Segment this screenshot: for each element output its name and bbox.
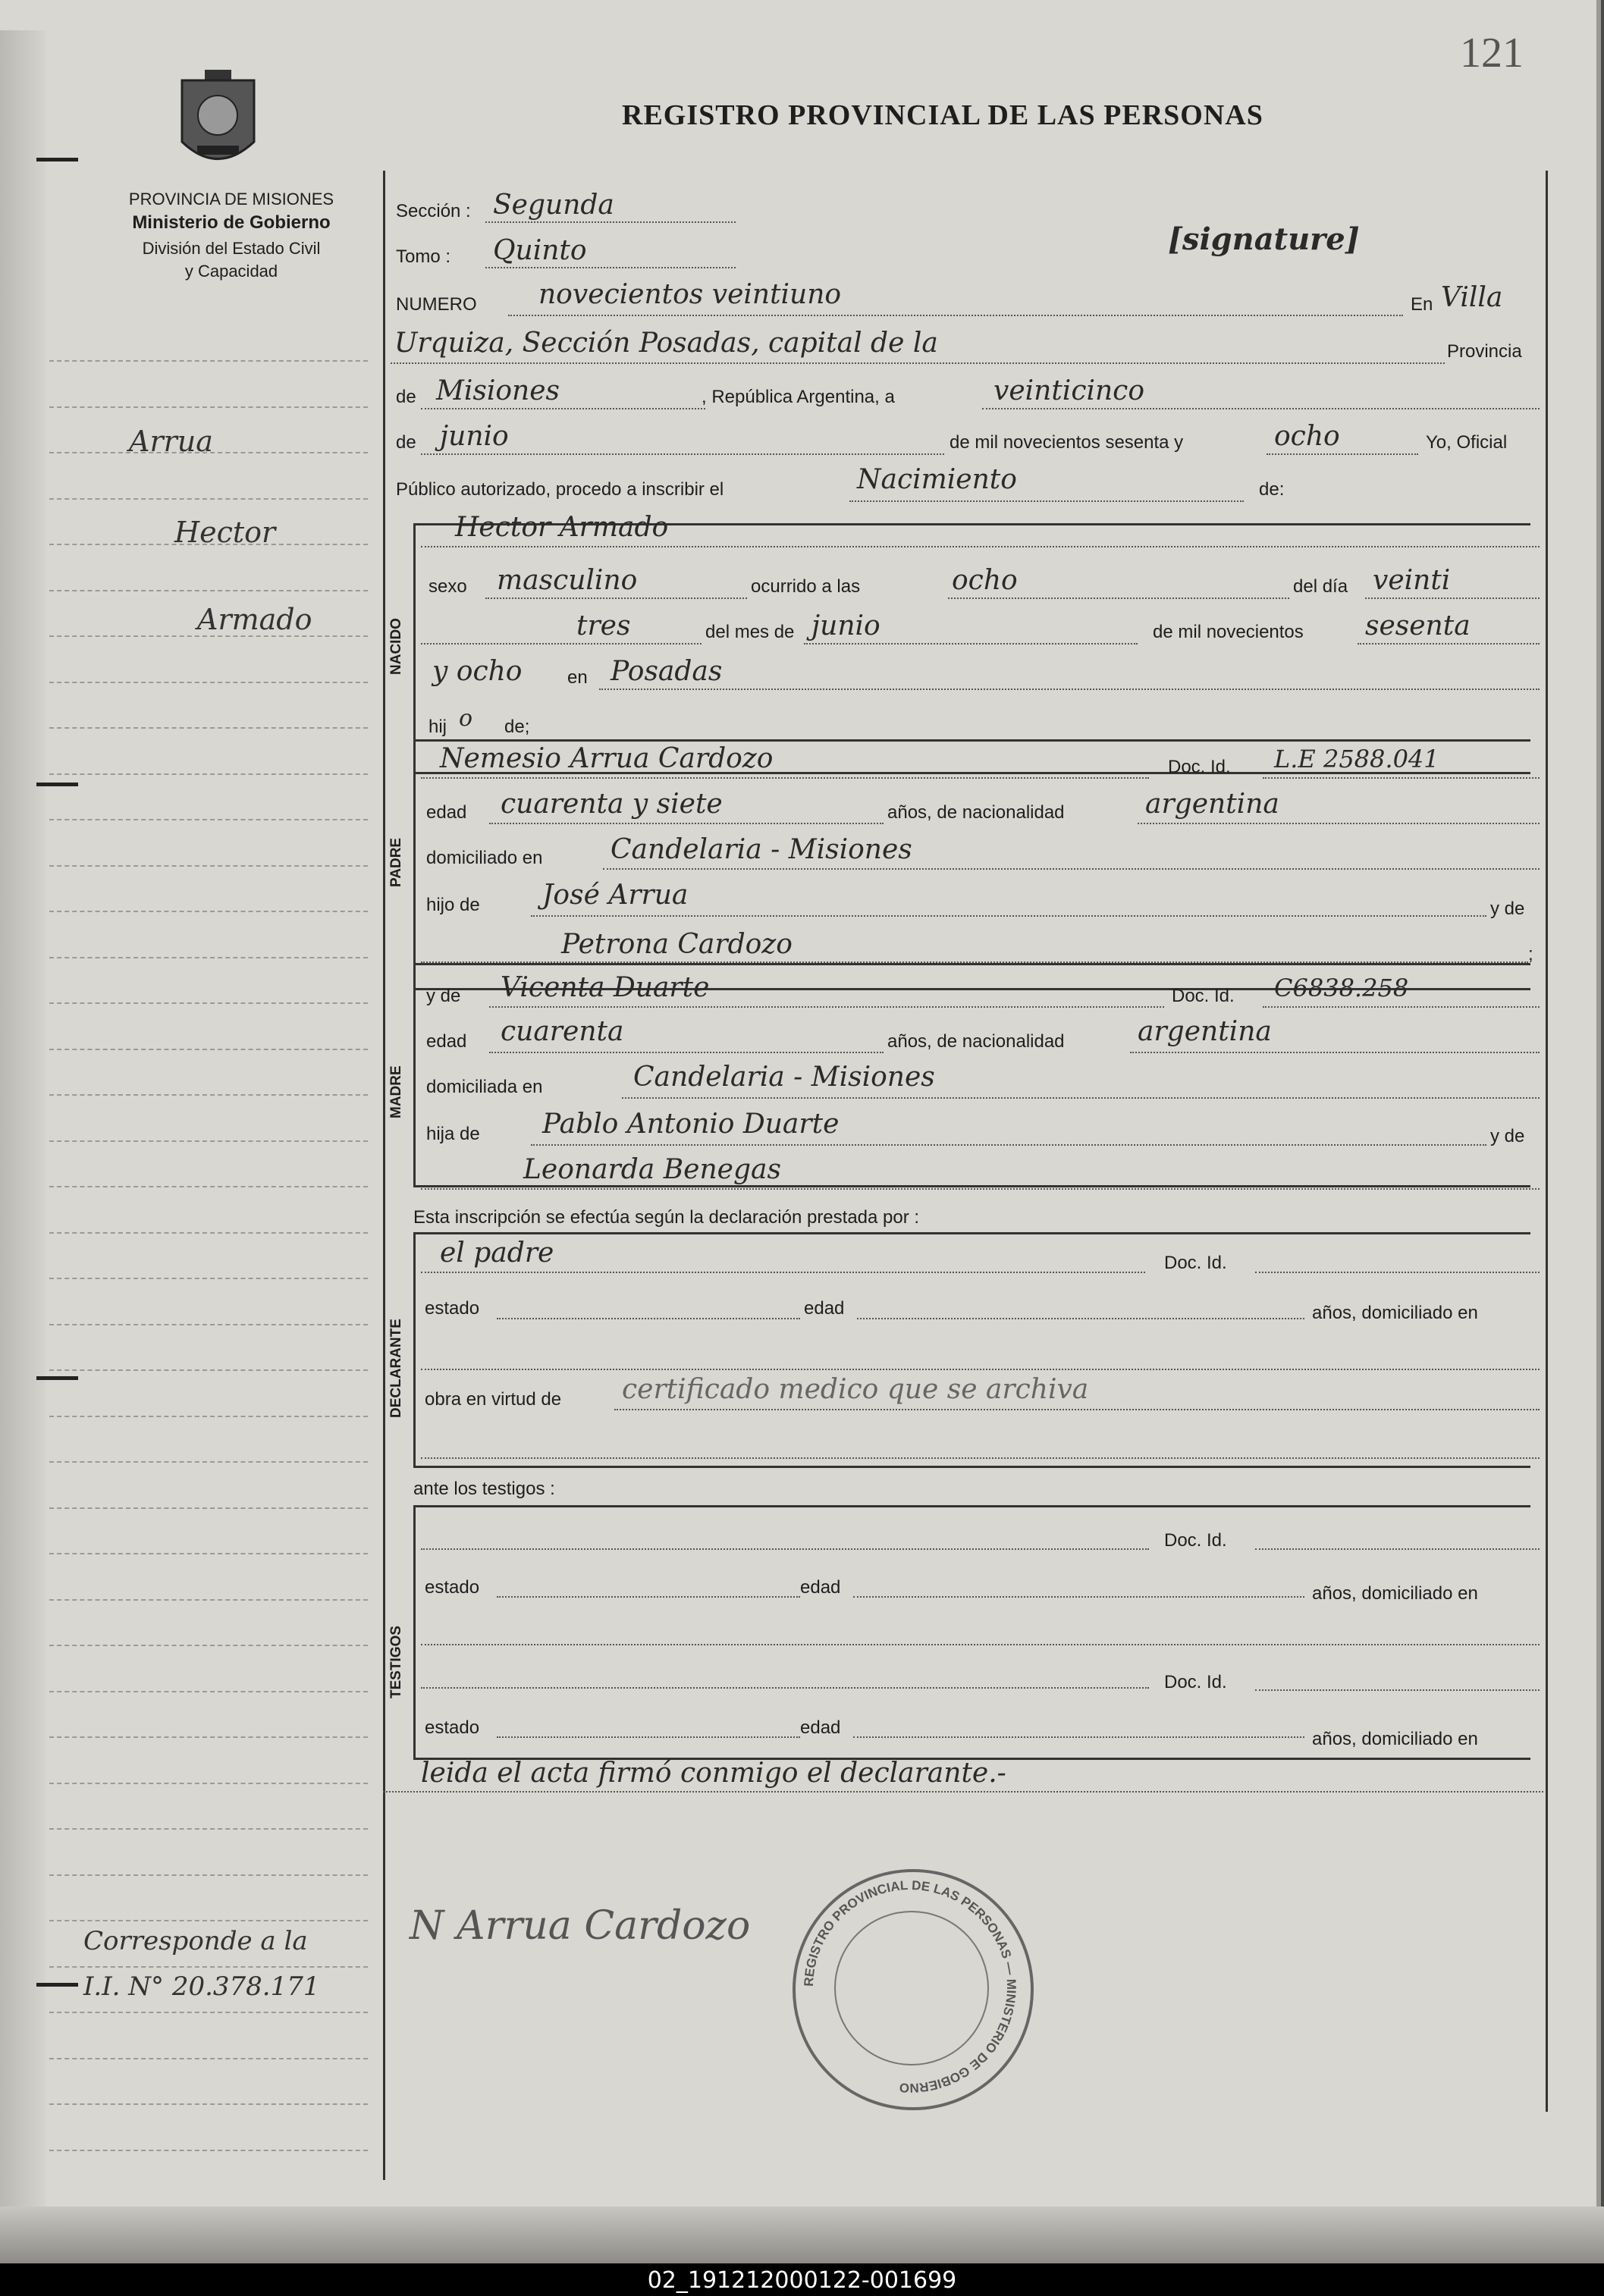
label-testigo1-doc: Doc. Id. — [1164, 1530, 1227, 1551]
section-label-madre: MADRE — [388, 1065, 404, 1118]
margin-rule — [49, 1278, 368, 1279]
margin-rule — [49, 1966, 368, 1968]
value-en: Villa — [1441, 282, 1503, 313]
value-provincia: Misiones — [436, 375, 560, 406]
field-line — [497, 1596, 800, 1598]
value-madre-edad: cuarenta — [501, 1016, 624, 1047]
margin-rule — [49, 2012, 368, 2013]
agency-ministry: Ministerio de Gobierno — [132, 212, 331, 233]
label-madre-edad: edad — [426, 1031, 467, 1052]
label-madre-nac: años, de nacionalidad — [887, 1031, 1065, 1052]
field-line — [421, 1272, 1145, 1273]
field-line — [421, 408, 705, 409]
label-hijo: hij — [428, 717, 447, 737]
field-line — [421, 453, 944, 455]
field-line — [497, 1736, 800, 1738]
margin-rule — [49, 1369, 368, 1371]
margin-rule — [49, 2103, 368, 2105]
margin-rule — [49, 498, 368, 500]
field-line — [497, 1318, 800, 1319]
value-madre-doc: C6838.258 — [1274, 974, 1409, 1002]
label-en2: en — [567, 667, 588, 688]
label-madre-doc: Doc. Id. — [1172, 986, 1235, 1006]
label-de3: de; — [504, 717, 530, 737]
margin-rule — [49, 1416, 368, 1417]
page-spine — [0, 30, 46, 2207]
label-provincia: Provincia — [1447, 341, 1522, 362]
value-sexo: masculino — [497, 565, 638, 596]
form-frame-bottom — [383, 2112, 1546, 2180]
label-sexo: sexo — [428, 576, 467, 597]
margin-rule — [49, 1645, 368, 1646]
agency-division: División del Estado Civil — [142, 239, 321, 258]
label-publico: Público autorizado, procedo a inscribir el — [396, 479, 724, 500]
field-line — [508, 315, 1403, 316]
field-line — [489, 1052, 884, 1053]
label-republica: , República Argentina, a — [702, 387, 895, 407]
label-padre-hijo-de: hijo de — [426, 895, 480, 915]
value-dia-nac2: tres — [576, 610, 631, 641]
label-testigo2-anos: años, domiciliado en — [1312, 1729, 1478, 1749]
label-madre-dom: domiciliada en — [426, 1077, 543, 1097]
margin-rule — [49, 1049, 368, 1050]
margin-name1: Hector — [174, 516, 276, 549]
field-line — [857, 1318, 1304, 1319]
margin-rule — [49, 773, 368, 775]
margin-rule — [49, 1736, 368, 1738]
agency-capacity: y Capacidad — [184, 262, 278, 281]
field-line — [421, 1369, 1540, 1370]
field-line — [421, 1457, 1540, 1459]
margin-rule — [49, 727, 368, 729]
label-padre-edad: edad — [426, 802, 467, 823]
footer-file-id: 02_191212000122-001699 — [647, 2267, 957, 2294]
label-de-mil-nov: de mil novecientos — [1153, 622, 1304, 642]
label-ante-testigos: ante los testigos : — [413, 1479, 555, 1499]
field-line — [421, 1188, 1540, 1190]
field-line — [849, 500, 1244, 502]
field-line — [485, 221, 736, 223]
label-de2: de — [396, 432, 416, 453]
section-label-padre: PADRE — [388, 837, 404, 887]
margin-note1: Corresponde a la — [83, 1926, 308, 1956]
margin-rule — [49, 819, 368, 820]
field-line — [383, 1791, 1543, 1793]
value-seccion: Segunda — [493, 190, 614, 221]
field-line — [531, 915, 1486, 917]
field-line — [485, 598, 747, 599]
value-madre-nombre: Vicenta Duarte — [501, 972, 710, 1003]
margin-rule — [49, 957, 368, 958]
value-anio-nac2: y ocho — [432, 656, 523, 687]
page-number: 121 — [1460, 30, 1524, 77]
label-seccion: Sección : — [396, 201, 471, 221]
margin-rule — [49, 1324, 368, 1325]
staple-mark — [36, 783, 78, 786]
margin-rule — [49, 1920, 368, 1921]
staple-mark — [36, 158, 78, 162]
margin-rule — [49, 1599, 368, 1601]
field-line — [421, 1548, 1149, 1550]
field-line — [421, 1644, 1540, 1645]
margin-rule — [49, 865, 368, 867]
field-line — [622, 1097, 1540, 1099]
value-hijo-suffix: o — [459, 705, 473, 732]
value-mes: junio — [440, 421, 509, 452]
field-line — [853, 1736, 1304, 1738]
value-padre-dom: Candelaria - Misiones — [611, 834, 912, 865]
label-de-colon: de: — [1259, 479, 1285, 500]
value-padre-doc: L.E 2588.041 — [1274, 745, 1439, 773]
value-declarante: el padre — [440, 1237, 554, 1269]
label-numero: NUMERO — [396, 294, 477, 315]
value-padre-nac: argentina — [1145, 789, 1279, 820]
field-line — [804, 643, 1138, 645]
value-nombre: Hector Armado — [455, 512, 669, 543]
label-tomo: Tomo : — [396, 246, 451, 267]
value-numero: novecientos veintiuno — [538, 279, 842, 310]
value-cierre: leida el acta firmó conmigo el declarante.- — [421, 1758, 1006, 1789]
label-del-dia: del día — [1293, 576, 1348, 597]
label-padre-y-de: y de — [1490, 899, 1525, 919]
value-acto: Nacimiento — [857, 464, 1017, 495]
value-lugar-nac: Posadas — [611, 656, 723, 687]
margin-rule — [49, 1507, 368, 1509]
binding-shadow — [0, 2207, 1604, 2263]
margin-rule — [49, 1186, 368, 1187]
label-en: En — [1411, 294, 1433, 315]
label-declarante-edad: edad — [804, 1298, 845, 1319]
value-mes-nac: junio — [811, 610, 880, 641]
label-ocurrido: ocurrido a las — [751, 576, 861, 597]
field-line — [599, 688, 1540, 690]
label-testigo2-doc: Doc. Id. — [1164, 1672, 1227, 1692]
section-declarante — [413, 1232, 1530, 1468]
label-madre-y-de: y de — [1490, 1126, 1525, 1146]
label-declarante-anos: años, domiciliado en — [1312, 1303, 1478, 1323]
province-seal — [174, 70, 262, 176]
field-line — [421, 777, 1149, 779]
label-del-mes: del mes de — [705, 622, 795, 642]
label-madre-y-de: y de — [426, 986, 461, 1006]
agency-province: PROVINCIA DE MISIONES — [128, 190, 334, 209]
value-dia: veinticinco — [993, 375, 1145, 406]
field-line — [1263, 777, 1540, 779]
field-line — [421, 1687, 1149, 1689]
field-line — [1138, 823, 1540, 824]
label-yo-oficial: Yo, Oficial — [1426, 432, 1508, 453]
value-anio: ocho — [1274, 421, 1340, 452]
field-line — [531, 1144, 1486, 1146]
field-line — [1130, 1052, 1540, 1053]
field-line — [1255, 1272, 1540, 1273]
margin-surname: Arrua — [129, 425, 213, 458]
label-esta-inscripcion: Esta inscripción se efectúa según la declaración prestada por : — [413, 1207, 920, 1228]
signature-declarante: N Arrua Cardozo — [410, 1903, 751, 1949]
field-line — [1255, 1548, 1540, 1550]
field-line — [489, 823, 884, 824]
label-obra-en-virtud: obra en virtud de — [425, 1389, 562, 1410]
label-declarante-doc: Doc. Id. — [1164, 1253, 1227, 1273]
value-padre-padre: José Arrua — [542, 880, 689, 911]
value-padre-madre: Petrona Cardozo — [561, 929, 793, 960]
section-label-declarante: DECLARANTE — [388, 1319, 404, 1418]
field-line — [1267, 453, 1418, 455]
field-line — [948, 598, 1289, 599]
value-madre-madre: Leonarda Benegas — [523, 1154, 781, 1185]
label-semicolon: ; — [1528, 944, 1533, 965]
value-padre-nombre: Nemesio Arrua Cardozo — [440, 743, 774, 774]
value-madre-padre: Pablo Antonio Duarte — [542, 1109, 840, 1140]
label-testigo2-estado: estado — [425, 1717, 480, 1738]
value-madre-nac: argentina — [1138, 1016, 1272, 1047]
value-madre-dom: Candelaria - Misiones — [633, 1062, 935, 1093]
label-testigo2-edad: edad — [800, 1717, 841, 1738]
margin-rule — [49, 360, 368, 362]
field-line — [603, 868, 1540, 870]
section-nacido — [413, 523, 1530, 774]
margin-rule — [49, 1232, 368, 1234]
stamp-text: REGISTRO PROVINCIAL DE LAS PERSONAS — MINISTERIO DE GOBIERNO — [801, 1877, 1019, 2096]
label-padre-doc: Doc. Id. — [1168, 757, 1231, 777]
margin-rule — [49, 1140, 368, 1142]
staple-mark — [36, 1376, 78, 1380]
value-dia-nac: veinti — [1373, 565, 1451, 596]
field-line — [421, 546, 1540, 547]
value-tomo: Quinto — [493, 235, 587, 266]
stamp-ring-text — [793, 1869, 1028, 2104]
staple-mark — [36, 1983, 78, 1987]
label-testigo1-anos: años, domiciliado en — [1312, 1583, 1478, 1604]
label-de: de — [396, 387, 416, 407]
margin-rule — [49, 406, 368, 408]
value-obra: certificado medico que se archiva — [622, 1374, 1089, 1405]
margin-rule — [49, 1691, 368, 1692]
margin-rule — [49, 590, 368, 591]
field-line — [853, 1596, 1304, 1598]
label-testigo1-edad: edad — [800, 1577, 841, 1598]
field-line — [614, 1409, 1540, 1410]
field-line — [391, 362, 1445, 364]
official-signature: [signature] — [1168, 221, 1360, 257]
value-padre-edad: cuarenta y siete — [501, 789, 723, 820]
value-hora: ocho — [952, 565, 1018, 596]
field-line — [982, 408, 1540, 409]
label-padre-dom: domiciliado en — [426, 848, 543, 868]
margin-rule — [49, 1002, 368, 1004]
margin-rule — [49, 1094, 368, 1096]
section-label-nacido: NACIDO — [388, 618, 404, 675]
field-line — [489, 1006, 1164, 1008]
field-line — [1263, 1006, 1540, 1008]
margin-note2: I.I. N° 20.378.171 — [83, 1971, 320, 2002]
margin-rule — [49, 2058, 368, 2059]
margin-name2: Armado — [197, 603, 312, 636]
margin-rule — [49, 1461, 368, 1463]
margin-rule — [49, 682, 368, 683]
section-testigos — [413, 1505, 1530, 1760]
label-declarante-estado: estado — [425, 1298, 480, 1319]
margin-rule — [49, 1874, 368, 1876]
value-anio-nac: sesenta — [1365, 610, 1471, 641]
field-line — [1365, 598, 1540, 599]
margin-rule — [49, 1828, 368, 1830]
margin-rule — [49, 2150, 368, 2151]
page-title: REGISTRO PROVINCIAL DE LAS PERSONAS — [622, 99, 1263, 131]
margin-rule — [49, 911, 368, 912]
field-line — [1255, 1689, 1540, 1691]
margin-rule — [49, 1553, 368, 1554]
label-mil-nov: de mil novecientos sesenta y — [950, 432, 1184, 453]
label-padre-nac: años, de nacionalidad — [887, 802, 1065, 823]
section-label-testigos: TESTIGOS — [388, 1625, 404, 1698]
label-madre-hija-de: hija de — [426, 1124, 480, 1144]
field-line — [485, 267, 736, 268]
field-line — [1358, 643, 1540, 645]
label-testigo1-estado: estado — [425, 1577, 480, 1598]
field-line — [421, 643, 702, 645]
margin-rule — [49, 1783, 368, 1784]
value-lugar: Urquiza, Sección Posadas, capital de la — [394, 328, 938, 359]
